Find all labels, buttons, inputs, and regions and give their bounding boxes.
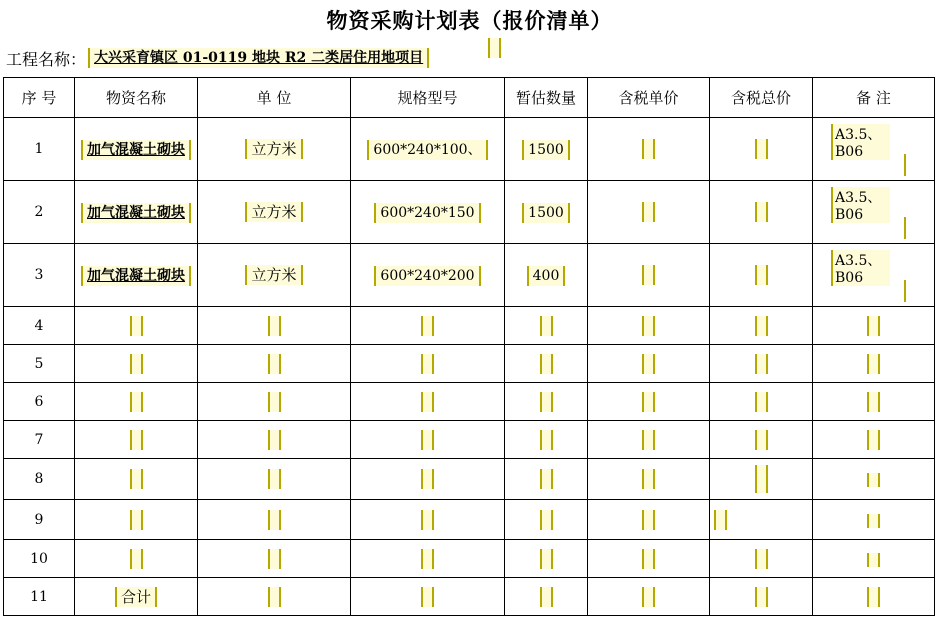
quantity-field[interactable]: 1500 (522, 140, 570, 160)
table-row (4, 345, 935, 383)
unit-price-field[interactable] (642, 430, 655, 450)
header-qty: 暂估数量 (505, 78, 588, 118)
material-name-field[interactable] (130, 510, 143, 530)
note-field[interactable]: A3.5、B06 (831, 250, 890, 286)
total-label[interactable]: 合计 (115, 587, 157, 607)
note-field[interactable]: A3.5、B06 (831, 187, 890, 223)
total-price-field[interactable] (755, 549, 768, 569)
project-name-field[interactable]: 大兴采育镇区 01-0119 地块 R2 二类居住用地项目 (88, 48, 429, 68)
unit-price-field[interactable] (642, 265, 655, 285)
total-row (4, 578, 935, 616)
header-seq: 序 号 (4, 78, 75, 118)
spec-field[interactable] (421, 316, 434, 336)
table-row (4, 118, 935, 181)
quantity-field[interactable]: 1500 (522, 203, 570, 223)
unit-field[interactable] (268, 354, 281, 374)
unit-field[interactable] (268, 549, 281, 569)
material-name-field[interactable] (130, 430, 143, 450)
header-unit: 单 位 (198, 78, 351, 118)
note-field-end (904, 280, 906, 302)
unit-field[interactable]: 立方米 (245, 139, 302, 159)
total-price-field[interactable] (714, 510, 727, 530)
row-seq: 6 (4, 383, 75, 421)
spec-field[interactable]: 600*240*100、 (367, 140, 487, 160)
note-field[interactable] (867, 553, 880, 567)
total-price-field[interactable] (755, 465, 768, 493)
material-name-field[interactable] (130, 354, 143, 374)
spec-field[interactable] (421, 510, 434, 530)
quantity-field[interactable] (540, 392, 553, 412)
quantity-field[interactable] (540, 469, 553, 489)
spec-field[interactable] (421, 354, 434, 374)
note-field[interactable]: A3.5、B06 (831, 124, 890, 160)
total-price-field[interactable] (755, 265, 768, 285)
project-row (6, 46, 429, 70)
project-extra-field[interactable] (488, 38, 501, 58)
quantity-field[interactable] (540, 587, 553, 607)
unit-field[interactable] (268, 587, 281, 607)
note-field[interactable] (867, 316, 880, 336)
procurement-table (3, 77, 935, 616)
row-seq: 5 (4, 345, 75, 383)
spec-field[interactable] (421, 549, 434, 569)
row-seq: 11 (4, 578, 75, 616)
total-price-field[interactable] (755, 202, 768, 222)
unit-price-field[interactable] (642, 510, 655, 530)
spec-field[interactable] (421, 392, 434, 412)
note-field[interactable] (867, 430, 880, 450)
spec-field[interactable] (421, 587, 434, 607)
material-name-field[interactable] (130, 469, 143, 489)
unit-field[interactable]: 立方米 (245, 265, 302, 285)
page-title: 物资采购计划表（报价清单） (326, 8, 613, 33)
material-name-field[interactable] (130, 392, 143, 412)
table-row (4, 383, 935, 421)
unit-field[interactable] (268, 469, 281, 489)
unit-price-field[interactable] (642, 139, 655, 159)
note-field[interactable] (867, 473, 880, 487)
unit-price-field[interactable] (642, 202, 655, 222)
unit-field[interactable] (268, 392, 281, 412)
spec-field[interactable]: 600*240*150 (374, 203, 480, 223)
unit-field[interactable] (268, 316, 281, 336)
unit-price-field[interactable] (642, 469, 655, 489)
total-price-field[interactable] (755, 392, 768, 412)
unit-field[interactable] (268, 430, 281, 450)
row-seq: 8 (4, 459, 75, 500)
material-name-field[interactable]: 加气混凝土砌块 (81, 140, 191, 160)
total-price-field[interactable] (755, 587, 768, 607)
material-name-field[interactable]: 加气混凝土砌块 (81, 266, 191, 286)
quantity-field[interactable] (540, 510, 553, 530)
quantity-field[interactable] (540, 430, 553, 450)
table-row (4, 459, 935, 500)
note-field[interactable] (867, 354, 880, 374)
row-seq: 9 (4, 500, 75, 540)
note-field-end (904, 154, 906, 176)
row-seq: 2 (4, 181, 75, 244)
row-seq: 7 (4, 421, 75, 459)
table-row (4, 244, 935, 307)
row-seq: 4 (4, 307, 75, 345)
spec-field[interactable]: 600*240*200 (374, 266, 480, 286)
unit-price-field[interactable] (642, 316, 655, 336)
unit-price-field[interactable] (642, 392, 655, 412)
quantity-field[interactable]: 400 (527, 266, 566, 286)
total-price-field[interactable] (755, 354, 768, 374)
unit-price-field[interactable] (642, 587, 655, 607)
material-name-field[interactable]: 加气混凝土砌块 (81, 203, 191, 223)
quantity-field[interactable] (540, 354, 553, 374)
row-seq: 3 (4, 244, 75, 307)
row-seq: 1 (4, 118, 75, 181)
material-name-field[interactable] (130, 316, 143, 336)
header-name: 物资名称 (75, 78, 198, 118)
unit-field[interactable]: 立方米 (245, 202, 302, 222)
note-field[interactable] (867, 587, 880, 607)
table-row (4, 540, 935, 578)
spec-field[interactable] (421, 469, 434, 489)
header-row (4, 78, 935, 118)
header-total-price: 含税总价 (710, 78, 813, 118)
header-spec: 规格型号 (351, 78, 505, 118)
total-price-field[interactable] (755, 316, 768, 336)
table-row (4, 307, 935, 345)
total-price-field[interactable] (755, 139, 768, 159)
unit-price-field[interactable] (642, 549, 655, 569)
unit-price-field[interactable] (642, 354, 655, 374)
table-row (4, 500, 935, 540)
spec-field[interactable] (421, 430, 434, 450)
note-field[interactable] (867, 514, 880, 528)
header-unit-price: 含税单价 (588, 78, 710, 118)
table-row (4, 421, 935, 459)
note-field-end (904, 217, 906, 239)
project-label: 工程名称： (6, 49, 87, 69)
note-field[interactable] (867, 392, 880, 412)
quantity-field[interactable] (540, 316, 553, 336)
unit-field[interactable] (268, 510, 281, 530)
header-note: 备 注 (813, 78, 935, 118)
material-name-field[interactable] (130, 549, 143, 569)
quantity-field[interactable] (540, 549, 553, 569)
row-seq: 10 (4, 540, 75, 578)
table-row (4, 181, 935, 244)
total-price-field[interactable] (755, 430, 768, 450)
